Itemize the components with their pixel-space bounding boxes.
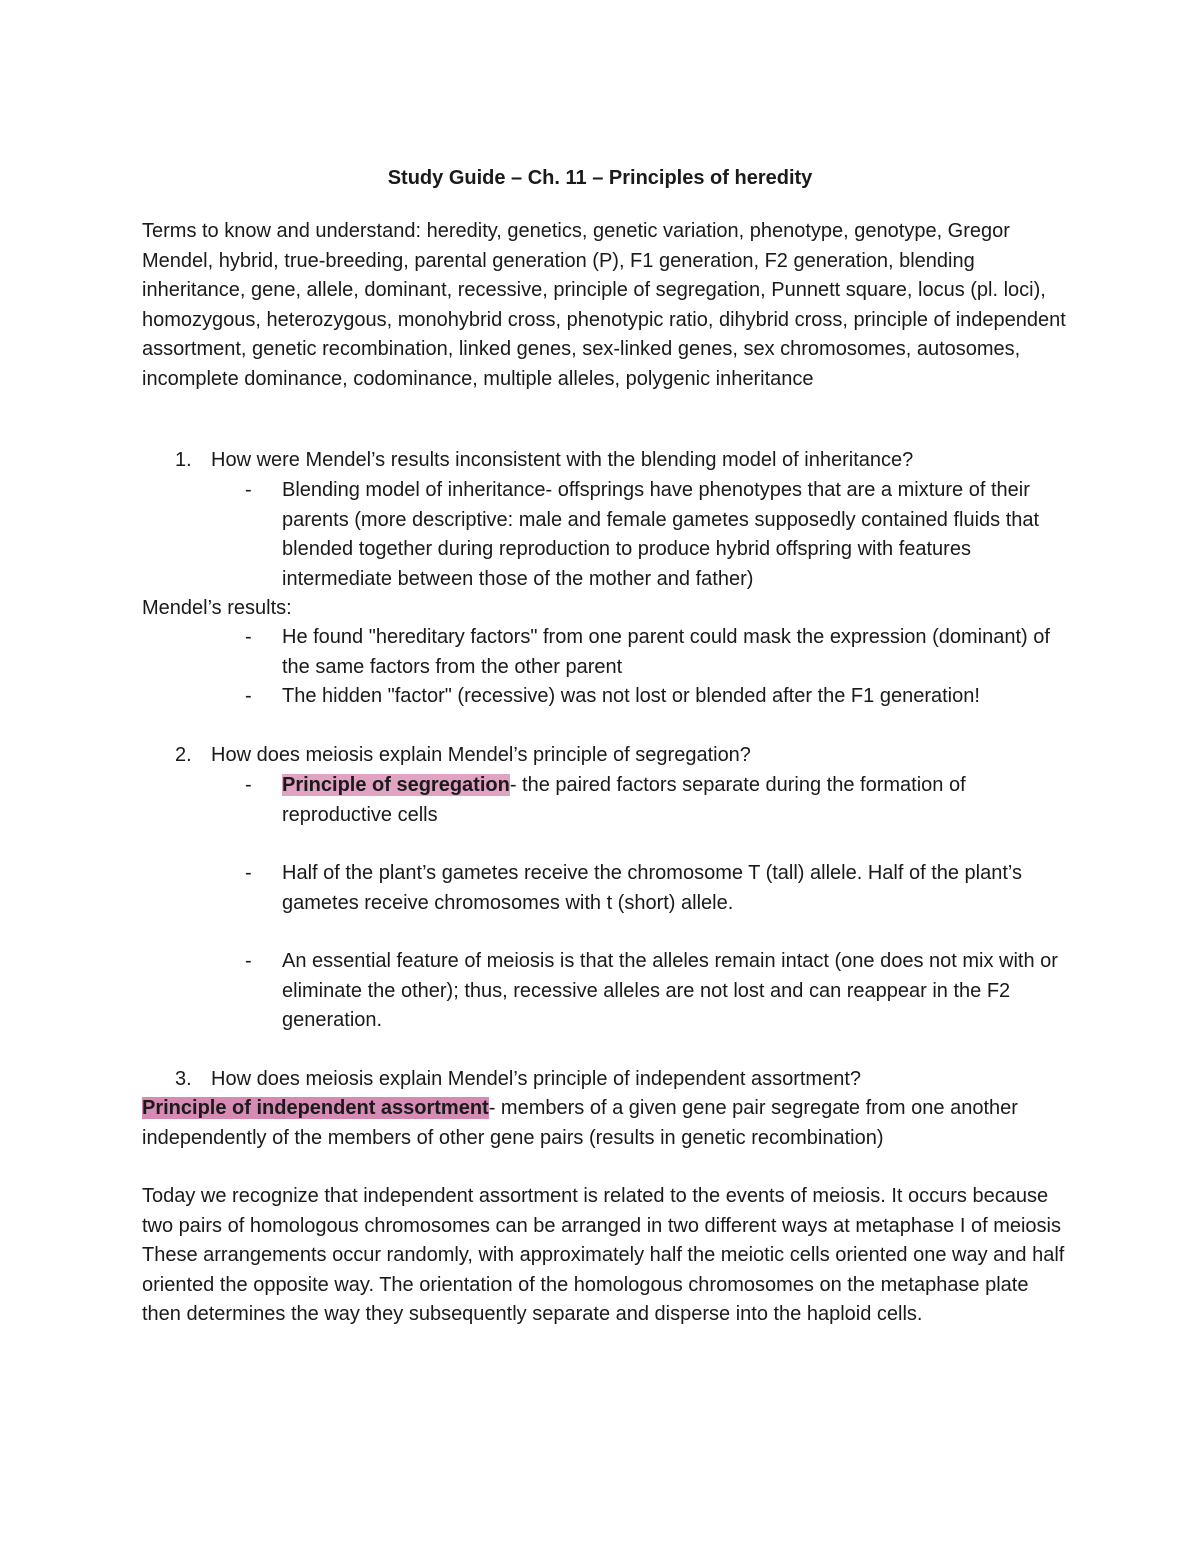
- bullet-text: The hidden "factor" (recessive) was not lost or blended after the F1 generation!: [282, 685, 980, 707]
- question-3: [175, 1065, 1075, 1095]
- bullet-dash: -: [245, 626, 252, 648]
- bullet-dash: -: [245, 862, 252, 884]
- independent-assortment-definition: [142, 1094, 1072, 1153]
- mendel-results-label: Mendel’s results:: [142, 597, 292, 619]
- terms-paragraph: Terms to know and understand: heredity, genetics, genetic variation, phenotype, genotype, Gregor Mendel, hybrid, true-breeding, parental generation (P), F1 generation, F2 generation, blending inheritance, gene, allele, dominant, recessive, principle of segregation, Punnett square, locus (pl. loci), homozygous, heterozygous, monohybrid cross, phenotypic ratio, dihybrid cross, principle of independent assortment, genetic recombination, linked genes, sex-linked genes, sex chromosomes, autosomes, incomplete dominance, codominance, multiple alleles, polygenic inheritance: [142, 220, 1066, 390]
- bullet-text: Half of the plant’s gametes receive the chromosome T (tall) allele. Half of the plant’s gametes receive chromosomes with t (short) allele.: [282, 862, 1023, 914]
- page-title: Study Guide – Ch. 11 – Principles of heredity: [387, 167, 813, 189]
- question-number: 2.: [175, 744, 192, 766]
- question-1: [175, 446, 1075, 476]
- bullet-text: Blending model of inheritance- offsprings have phenotypes that are a mixture of their parents (more descriptive: male and female gametes supposedly contained fluids that blended together during reproduction to produce hybrid offspring with features intermediate between those of the mother and father): [282, 479, 1040, 590]
- question-text: How does meiosis explain Mendel’s principle of independent assortment?: [211, 1068, 861, 1090]
- bullet-dash: -: [245, 950, 252, 972]
- bullet-dash: -: [245, 774, 252, 796]
- question-text: How were Mendel’s results inconsistent with the blending model of inheritance?: [211, 449, 914, 471]
- definition-text: - members of a given gene pair segregate from one another independently of the members of other gene pairs (results in genetic recombination): [142, 1097, 1018, 1149]
- bullet-dash: -: [245, 479, 252, 501]
- question-2: [175, 741, 1075, 771]
- bullet-dash: -: [245, 685, 252, 707]
- question-text: How does meiosis explain Mendel’s principle of segregation?: [211, 744, 751, 766]
- bullet-text: [282, 771, 1062, 830]
- question-number: 3.: [175, 1068, 192, 1090]
- bullet-text: He found "hereditary factors" from one parent could mask the expression (dominant) of the same factors from the other parent: [282, 626, 1050, 678]
- bullet-text: An essential feature of meiosis is that the alleles remain intact (one does not mix with or eliminate the other); thus, recessive alleles are not lost and can reappear in the F2 generation.: [282, 950, 1058, 1031]
- highlighted-term: Principle of segregation: [282, 774, 510, 796]
- highlighted-term: Principle of independent assortment: [142, 1097, 489, 1119]
- definition-text: - the paired factors separate during the formation of reproductive cells: [282, 774, 966, 826]
- question-number: 1.: [175, 449, 192, 471]
- meiosis-paragraph: Today we recognize that independent assortment is related to the events of meiosis. It occurs because two pairs of homologous chromosomes can be arranged in two different ways at metaphase I of meiosis These arrangements occur randomly, with approximately half the meiotic cells oriented one way and half oriented the opposite way. The orientation of the homologous chromosomes on the metaphase plate then determines the way they subsequently separate and disperse into the haploid cells.: [142, 1185, 1065, 1325]
